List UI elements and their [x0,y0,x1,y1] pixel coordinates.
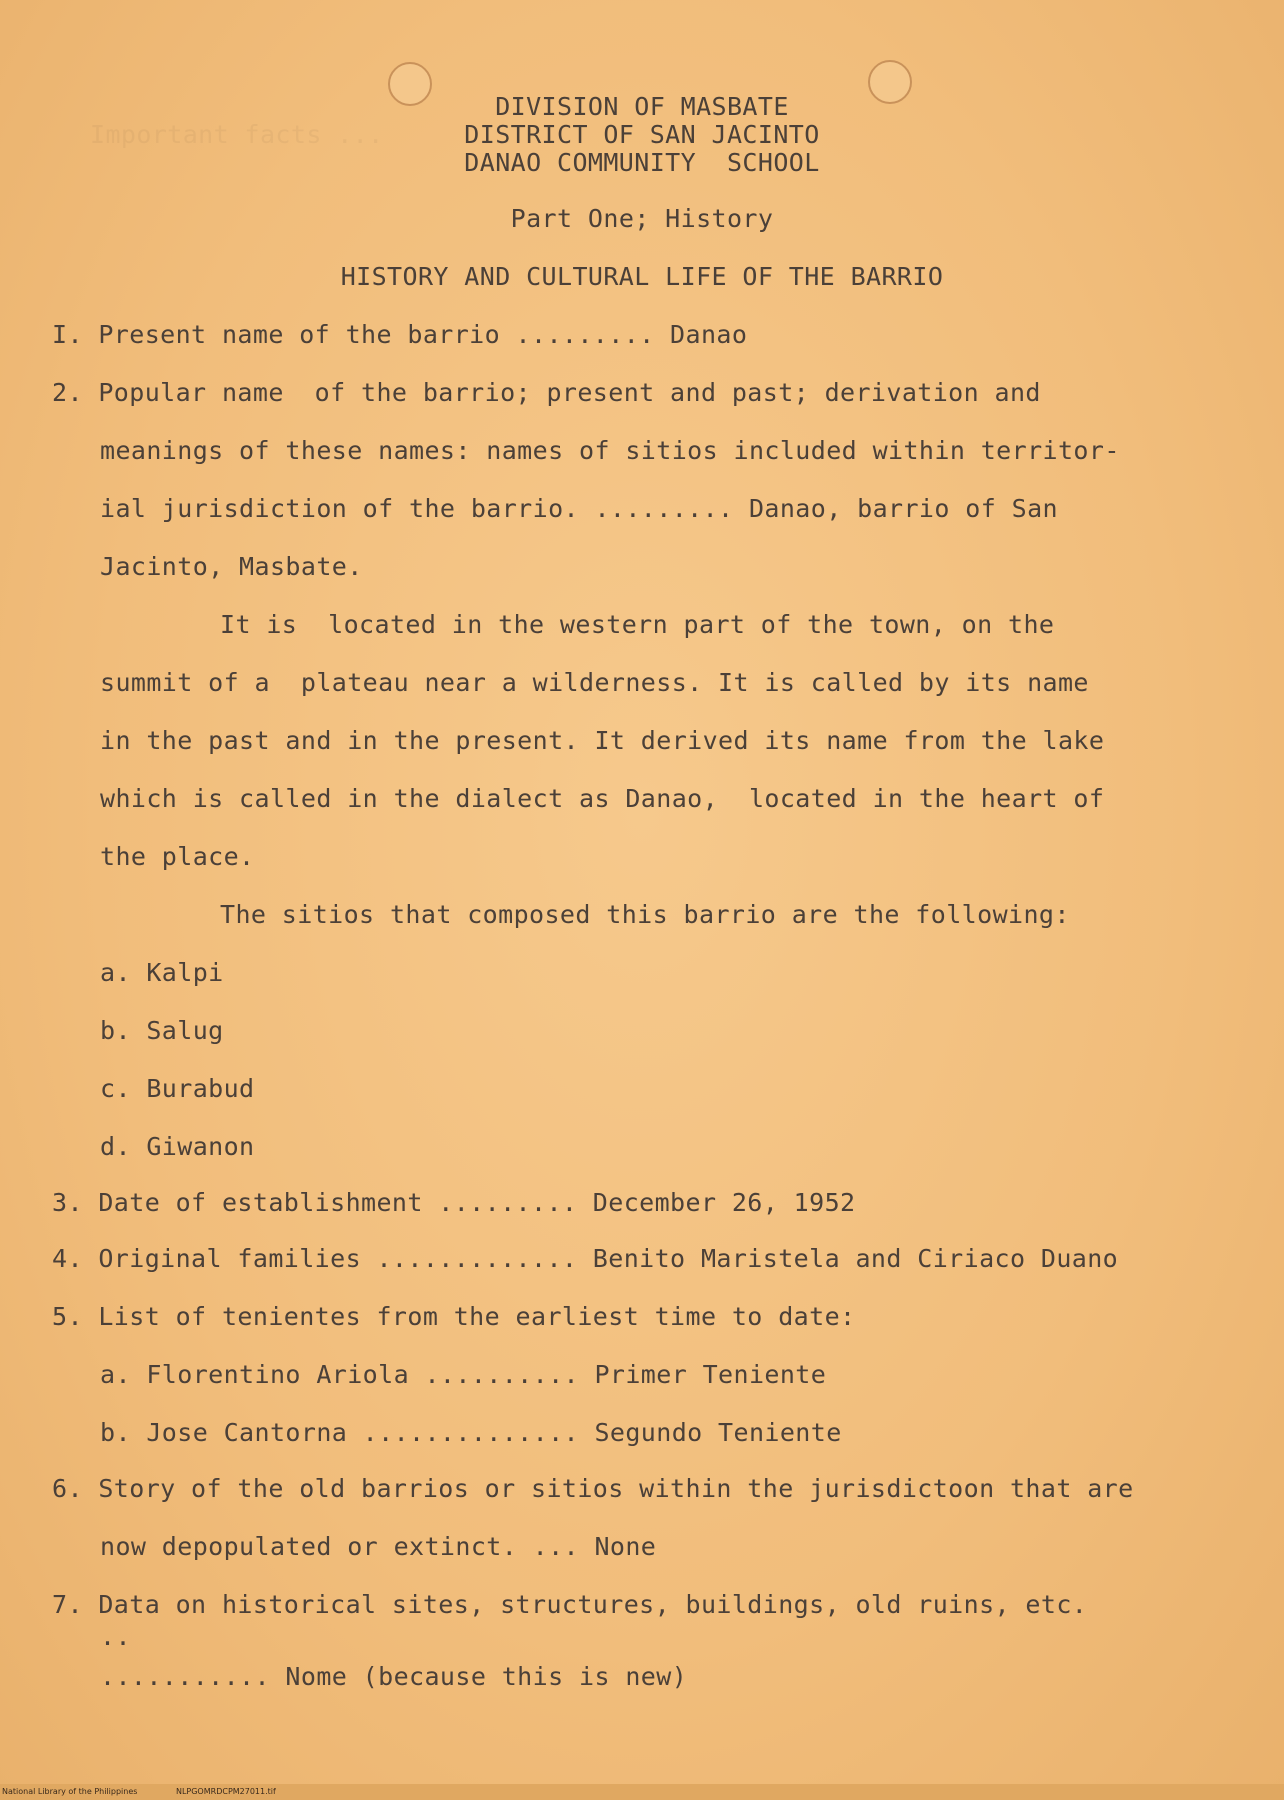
item-2-line1: 2. Popular name of the barrio; present and past; derivation and [52,378,1041,407]
item-6-line2: now depopulated or extinct. ... None [100,1532,657,1561]
sitio-d: d. Giwanon [100,1132,255,1161]
paragraph-1-line4: which is called in the dialect as Danao, located in the heart of [100,784,1105,813]
item-7-line1: 7. Data on historical sites, structures, buildings, old ruins, etc. [52,1590,1088,1619]
paragraph-1-line5: the place. [100,842,255,871]
item-2-line3: ial jurisdiction of the barrio. ......... Danao, barrio of San [100,494,1058,523]
item-6-line1: 6. Story of the old barrios or sitios within the jurisdictoon that are [52,1474,1134,1503]
document-title: HISTORY AND CULTURAL LIFE OF THE BARRIO [340,262,944,291]
item-3: 3. Date of establishment ......... December 26, 1952 [52,1188,856,1217]
header-school: DANAO COMMUNITY SCHOOL [464,148,820,177]
sitio-b: b. Salug [100,1016,224,1045]
teniente-a: a. Florentino Ariola .......... Primer Teniente [100,1360,827,1389]
item-5: 5. List of tenientes from the earliest time to date: [52,1302,856,1331]
bleed-through-text: Important facts ... [90,120,384,149]
paragraph-2: The sitios that composed this barrio are the following: [220,900,1070,929]
sitio-a: a. Kalpi [100,958,224,987]
part-heading: Part One; History [510,204,774,233]
footer-filename: NLPGOMRDCPM27011.tif [175,1787,276,1796]
item-2-line2: meanings of these names: names of sitios included within territor- [100,436,1120,465]
paragraph-1-line1: It is located in the western part of the town, on the [220,610,1055,639]
item-7-line3: ........... Nome (because this is new) [100,1662,688,1691]
item-2-line4: Jacinto, Masbate. [100,552,363,581]
paragraph-1-line2: summit of a plateau near a wilderness. It is called by its name [100,668,1089,697]
teniente-b: b. Jose Cantorna .............. Segundo Teniente [100,1418,842,1447]
footer-library: National Library of the Philippines [2,1787,138,1796]
item-7-line2: .. [100,1622,131,1651]
header-district: DISTRICT OF SAN JACINTO [464,120,820,149]
sitio-c: c. Burabud [100,1074,255,1103]
item-1: I. Present name of the barrio ......... Danao [52,320,748,349]
paragraph-1-line3: in the past and in the present. It derived its name from the lake [100,726,1105,755]
item-4: 4. Original families ............. Benito Maristela and Ciriaco Duano [52,1244,1119,1273]
header-division: DIVISION OF MASBATE [495,92,789,121]
scan-footer [0,1784,1284,1800]
